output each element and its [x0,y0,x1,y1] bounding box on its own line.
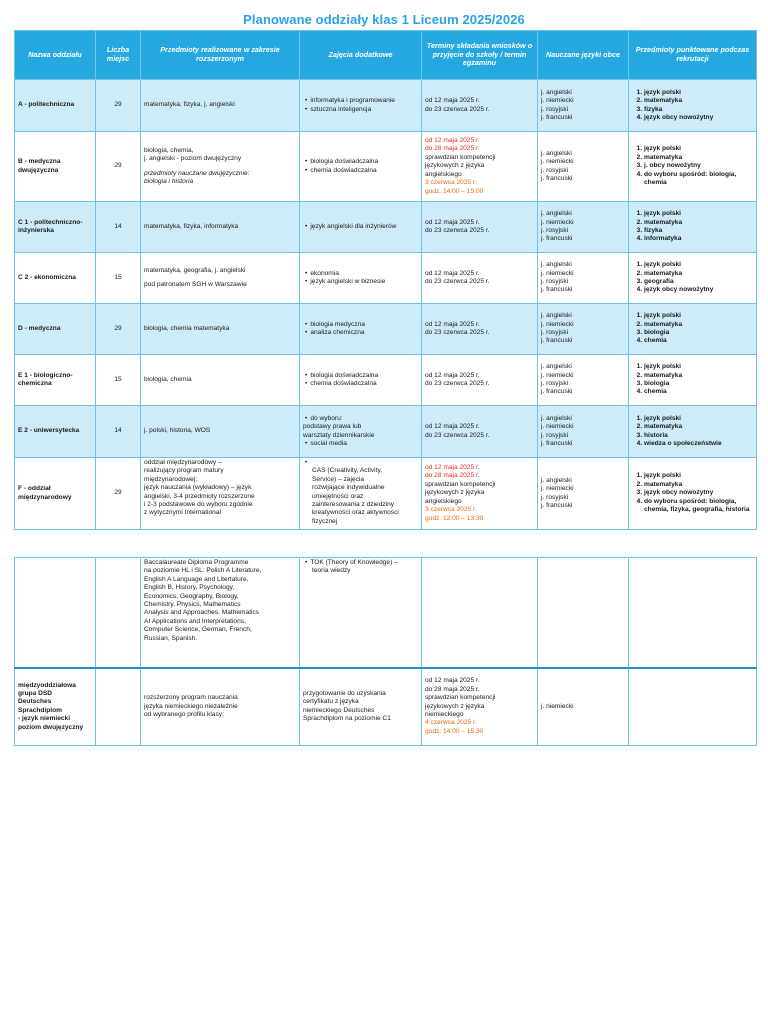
extended-subjects [141,355,300,406]
text-line: 4 czerwca 2025 r. [425,719,477,727]
class-name: F - oddział międzynarodowy [15,458,96,530]
scored-subject-item: 4. wiedza o społeczeństwie [644,440,753,448]
additional-programs-table [14,557,757,746]
text-line: j. francuski [541,388,573,396]
text-line: sprawdzian kompetencji [425,694,496,702]
header-extra-classes: Zajęcia dodatkowe [300,31,422,80]
ib-empty-dates [422,558,538,668]
scored-subject-item: 3. biologia [644,380,753,388]
scored-subject-item: 1. język polski [644,472,753,480]
text-line: grupa DSD [18,689,53,697]
text-line: • CAS (Creativity, Activity, [312,467,383,475]
table-header-row [15,31,757,80]
table-row [15,202,757,253]
extended-subjects [141,80,300,132]
ib-program-row [15,558,757,668]
extra-classes [300,458,422,530]
text-line: do 28 maja 2025 r. [425,472,480,480]
scored-subject-item: 3. geografia [644,278,753,286]
text-line: j. niemiecki [541,269,574,277]
text-line: od 12 maja 2025 r. [425,218,480,226]
text-line: j. rosyjski [541,105,569,113]
text-line: przedmioty nauczane dwujęzycznie: [144,169,250,177]
languages [538,304,629,355]
ib-empty-langs [538,558,629,668]
text-line: j. angielski [541,149,572,157]
extra-item [312,459,418,526]
scored-subject-item: 2. matematyka [644,423,753,431]
text-line: od wybranego profilu klasy; [144,710,224,718]
dsd-points-cell [629,668,757,746]
scored-subject-item: 2. matematyka [644,372,753,380]
places-count: 15 [96,253,141,304]
text-line: godz. 14:00 – 15:30 [425,727,484,735]
text-line: od 12 maja 2025 r. [425,371,480,379]
text-line: biologia i historia [144,177,194,185]
extra-classes [300,80,422,132]
dsd-places-cell [96,668,141,746]
places-count: 29 [96,304,141,355]
text-line: do 28 maja 2025 r. [425,685,480,693]
languages [538,458,629,530]
languages [538,406,629,458]
text-line: do 28 maja 2025 r. [425,145,480,153]
scored-subject-item: 4. język obcy nowożytny [644,114,753,122]
text-line: j. francuski [541,174,573,182]
text-line: podstawy prawa lub [303,423,362,431]
scored-subject-item: 3. fizyka [644,227,753,235]
text-line: rozszerzony program nauczania [144,694,238,702]
extra-item: • social media [312,440,418,448]
text-line: międzyoddziałowa [18,681,76,689]
text-line: sprawdzian kompetencji [425,480,496,488]
text-line: od 12 maja 2025 r. [425,320,480,328]
text-line: do 23 czerwca 2025 r. [425,329,490,336]
text-line: do 23 czerwca 2025 r. [425,105,490,113]
header-class-name: Nazwa oddziału [15,31,96,80]
text-line: do 23 czerwca 2025 r. [425,278,490,285]
extra-item: • biologia doświadczalna [312,158,418,166]
text-line: realizujący program matury [144,467,224,475]
text-line: do 23 czerwca 2025 r. [425,380,490,387]
text-line: j. francuski [541,235,573,243]
application-dates [422,202,538,253]
text-line: oddział międzynarodowy – [144,459,222,466]
text-line: języka niemieckiego niezależnie [144,702,238,710]
text-line: j. francuski [541,501,573,509]
extra-item: • analiza chemiczna [312,329,418,337]
extra-classes [300,202,422,253]
text-line: warsztaty dziennikarskie [303,431,375,439]
text-line: j. angielski - poziom dwujęzyczny [144,155,242,163]
text-line: j. angielski [541,414,572,422]
table-row [15,304,757,355]
languages [538,355,629,406]
text-line: godz. 14:00 – 15:00 [425,187,484,195]
text-line: angielskiego [425,497,462,505]
text-line: j. rosyjski [541,431,569,439]
text-line: j. francuski [541,337,573,345]
application-dates [422,80,538,132]
scored-subject-item: 3. j. obcy nowożytny [644,162,753,170]
text-line: fizycznej [312,517,338,525]
text-line: j. rosyjski [541,278,569,285]
class-name: C 1 - politechniczno-inżynierska [15,202,96,253]
class-name: A - politechniczna [15,80,96,132]
text-line: j. niemiecki [541,423,574,431]
ib-extra-cell [300,558,422,668]
dsd-extra-cell [300,668,422,746]
text-line: od 12 maja 2025 r. [425,269,480,277]
text-line: umiejętności oraz [312,492,364,500]
extra-classes [300,355,422,406]
text-line: Sprachdiplom [18,706,62,714]
text-line: j. niemiecki [541,320,574,328]
scored-subjects [629,80,757,132]
scored-subject-item: 4. do wyboru spośród: biologia, chemia [644,171,753,188]
text-line: AI Applications and Interpretations, [144,617,246,625]
scored-subject-item: 2. matematyka [644,154,753,162]
text-line: godz. 12:00 – 13:30 [425,514,484,522]
extra-item: • chemia doświadczalna [312,380,418,388]
scored-subject-item: 4. chemia [644,337,753,345]
text-line: od 12 maja 2025 r. [425,423,480,431]
text-line: biologia, chemia [144,375,192,383]
scored-subjects [629,406,757,458]
extra-item: • język angielski w biznesie [312,278,418,286]
text-line: - język niemiecki [18,715,71,723]
ib-empty-points [629,558,757,668]
text-line: matematyka, fizyka, informatyka [144,222,239,230]
places-count: 14 [96,202,141,253]
application-dates [422,132,538,202]
text-line: Russian, Spanish. [144,634,198,642]
scored-subject-item: 2. matematyka [644,97,753,105]
ib-empty-name [15,558,96,668]
text-line: j. niemiecki [541,371,574,379]
text-line: rozwijające indywidualne [312,484,385,492]
text-line: Chemistry, Physics, Mathematics [144,601,241,609]
text-line: j. rosyjski [541,227,569,234]
scored-subject-item: 1. język polski [644,261,753,269]
scored-subject-item: 1. język polski [644,415,753,423]
application-dates [422,253,538,304]
text-line: zainteresowania z dziedziny [312,501,395,509]
patronage-note: pod patronatem SGH w Warszawie [144,281,247,288]
text-line: angielskiego [425,170,462,178]
text-line: od 12 maja 2025 r. [425,137,480,145]
text-line: Baccalaureate Diploma Programme [144,559,249,566]
application-dates [422,406,538,458]
text-line: j. angielski [541,88,572,96]
text-line: od 12 maja 2025 r. [425,677,480,685]
scored-subject-item: 3. język obcy nowożytny [644,489,753,497]
scored-subjects [629,304,757,355]
scored-subject-item: 4. język obcy nowożytny [644,286,753,294]
places-count: 14 [96,406,141,458]
text-line: j. francuski [541,113,573,121]
text-line: biologia, chemia matematyka [144,324,230,332]
scored-subjects [629,202,757,253]
class-name: D - medyczna [15,304,96,355]
scored-subject-item: 2. matematyka [644,219,753,227]
text-line: j. francuski [541,439,573,447]
page-title: Planowane oddziały klas 1 Liceum 2025/2026 [243,12,525,27]
class-name: C 2 - ekonomiczna [15,253,96,304]
text-line: kreatywności oraz aktywności [312,509,399,517]
header-scored-subjects: Przedmioty punktowane podczas rekrutacji [629,31,757,80]
text-line: język nauczania (wykładowy) – język [144,484,252,492]
extra-item: • informatyka i programowanie [312,97,418,105]
text-line: biologia, chemia, [144,146,194,154]
scored-subject-item: 3. fizyka [644,106,753,114]
text-line: od 12 maja 2025 r. [425,97,480,105]
text-line: English B, History, Psychology, [144,584,235,592]
text-line: j. francuski [541,286,573,294]
header-application-dates: Terminy składania wniosków o przyjęcie do szkoły / termin egzaminu [422,31,538,80]
extended-subjects [141,253,300,304]
languages [538,253,629,304]
text-line: i 2-3 podstawowe do wyboru zgodnie [144,501,253,509]
dsd-dates-cell [422,668,538,746]
table-row [15,253,757,304]
text-line: matematyka, fizyka, j. angielski [144,101,235,109]
table-row [15,80,757,132]
text-line: matematyka, geografia, j. angielski [144,266,246,274]
places-count: 15 [96,355,141,406]
dsd-name-cell [15,668,96,746]
extra-item: • ekonomia [312,270,418,278]
text-line: j. angielski [541,312,572,320]
text-line: Deutsches [18,698,52,706]
scored-subject-item: 4. chemia [644,388,753,396]
text-line: sprawdzian kompetencji [425,153,496,161]
text-line: Analysis and Approaches, Mathematics [144,609,260,617]
text-line: j. rosyjski [541,166,569,174]
extra-item: • biologia medyczna [312,321,418,329]
extra-classes [300,304,422,355]
text-line: j. niemiecki [541,158,574,166]
text-line: 3 czerwca 2025 r. [425,179,477,187]
ib-subjects-cell [141,558,300,668]
text-line: j. rosyjski [541,329,569,336]
text-line: na poziomie HL i SL: Polish A Literature, [144,567,262,575]
text-line: do 23 czerwca 2025 r. [425,431,490,439]
text-line: j. rosyjski [541,380,569,387]
application-dates [422,458,538,530]
extra-item: • język angielski dla inżynierów [312,223,418,231]
dsd-row [15,668,757,746]
text-line: międzynarodowej; [144,475,198,483]
header-extended-subjects: Przedmioty realizowane w zakresie rozszerzonym [141,31,300,80]
text-line: poziom dwujęzyczny [18,723,84,731]
extra-item: • biologia doświadczalna [312,372,418,380]
extra-classes [300,132,422,202]
extended-subjects [141,132,300,202]
text-line: j. rosyjski [541,493,569,501]
scored-subjects [629,355,757,406]
scored-subject-item: 1. język polski [644,210,753,218]
text-line: językowych z języka [425,162,485,170]
places-count: 29 [96,80,141,132]
text-line: angielski, 3-4 przedmioty rozszerzone [144,492,255,500]
extra-item: • chemia doświadczalna [312,167,418,175]
extended-subjects [141,406,300,458]
languages [538,132,629,202]
text-line: j. angielski [541,363,572,371]
header-languages: Nauczane języki obce [538,31,629,80]
languages [538,202,629,253]
dsd-lang-cell: j. niemiecki [538,668,629,746]
extra-classes [300,253,422,304]
table-row [15,355,757,406]
text-line: niemieckiego Deutsches [303,706,375,714]
text-line: 3 czerwca 2025 r. [425,506,477,514]
text-line: j. angielski [541,261,572,269]
text-line: Service) – zajęcia [312,475,365,483]
scored-subject-item: 3. historia [644,432,753,440]
classes-table [14,30,757,530]
tok-item: • TOK (Theory of Knowledge) – teoria wiedzy [312,559,418,576]
class-name: E 2 - uniwersytecka [15,406,96,458]
text-line: Economics, Geography, Biology, [144,592,239,600]
text-line: j. niemiecki [541,97,574,105]
scored-subjects [629,458,757,530]
ib-empty-places [96,558,141,668]
table-row [15,132,757,202]
application-dates [422,355,538,406]
text-line: niemieckiego [425,710,464,718]
class-name: E 1 - biologiczno-chemiczna [15,355,96,406]
dsd-subjects-cell [141,668,300,746]
text-line: do 23 czerwca 2025 r. [425,227,490,234]
text-line: j. polski, historia, WOS [144,427,211,435]
scored-subject-item: 2. matematyka [644,481,753,489]
scored-subject-item: 2. matematyka [644,321,753,329]
text-line: j. niemiecki [541,218,574,226]
class-name: B - medyczna dwujęzyczna [15,132,96,202]
text-line: j. angielski [541,210,572,218]
table-row [15,406,757,458]
text-line: od 12 maja 2025 r. [425,464,480,472]
text-line: Sprachdiplom na poziomie C1 [303,715,391,723]
languages [538,80,629,132]
text-line: j. niemiecki [541,485,574,493]
extra-item: • do wyboru: [312,415,418,423]
text-line: z wytycznymi International [144,509,221,517]
extended-subjects [141,458,300,530]
extended-subjects [141,304,300,355]
header-places: Liczba miejsc [96,31,141,80]
scored-subject-item: 4. do wyboru spośród: biologia, chemia, fizyka, geografia, historia [644,498,753,515]
table-row [15,458,757,530]
scored-subject-item: 2. matematyka [644,270,753,278]
text-line: przygotowanie do uzyskania [303,689,386,697]
scored-subjects [629,253,757,304]
text-line: językowych z języka [425,489,485,497]
extra-item: • sztuczna inteligencja [312,106,418,114]
scored-subject-item: 1. język polski [644,363,753,371]
scored-subject-item: 1. język polski [644,89,753,97]
application-dates [422,304,538,355]
scored-subject-item: 3. biologia [644,329,753,337]
scored-subject-item: 4. informatyka [644,235,753,243]
scored-subject-item: 1. język polski [644,145,753,153]
text-line: językowych z języka [425,702,485,710]
text-line: j. angielski [541,476,572,484]
scored-subjects [629,132,757,202]
extra-classes [300,406,422,458]
scored-subject-item: 1. język polski [644,312,753,320]
places-count: 29 [96,132,141,202]
places-count: 29 [96,458,141,530]
text-line: Computer Science, German, French, [144,626,252,634]
extended-subjects [141,202,300,253]
text-line: certyfikatu z języka [303,698,359,706]
text-line: English A Language and Litertature, [144,575,249,583]
